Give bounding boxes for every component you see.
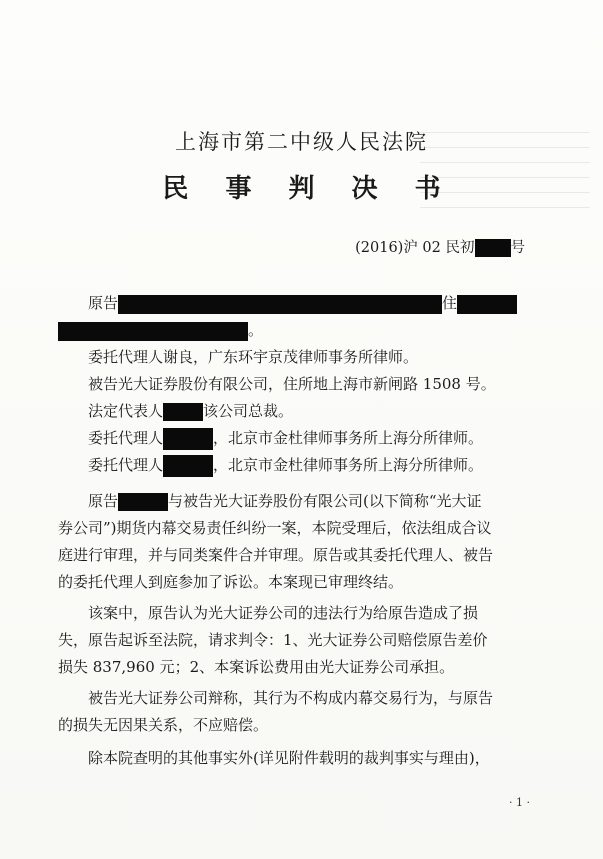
agent-suffix: ，北京市金杜律师事务所上海分所律师。 xyxy=(213,456,484,474)
redaction-box xyxy=(118,493,168,511)
legal-rep-suffix: 该公司总裁。 xyxy=(203,402,294,420)
agent-suffix: ，北京市金杜律师事务所上海分所律师。 xyxy=(213,429,484,447)
plaintiff-end: 。 xyxy=(248,321,264,339)
defendant-line: 被告光大证券股份有限公司，住所地上海市新闸路 1508 号。 xyxy=(88,375,496,393)
legal-rep-prefix: 法定代表人 xyxy=(88,402,164,420)
parties-section xyxy=(58,290,538,479)
case-number-prefix: (2016)沪 02 民初 xyxy=(355,240,475,256)
text-line: 被告光大证券公司辩称，其行为不构成内幕交易行为，与原告 xyxy=(88,689,494,707)
redaction-box xyxy=(457,295,517,314)
defendant-agent-2-line xyxy=(58,452,538,479)
plaintiff-address-line xyxy=(58,317,538,344)
court-name: 上海市第二中级人民法院 xyxy=(175,130,428,154)
text-line: 的委托代理人到庭参加了诉讼。本案现已审理终结。 xyxy=(58,573,404,591)
defense-paragraph xyxy=(58,685,538,739)
redaction-box xyxy=(163,455,213,477)
case-summary-paragraph xyxy=(58,488,538,596)
text-line xyxy=(58,488,538,515)
agent-prefix: 委托代理人 xyxy=(88,456,164,474)
plaintiff-agent-line: 委托代理人谢良，广东环宇京茂律师事务所律师。 xyxy=(88,348,419,366)
defendant-agent-1-line xyxy=(58,425,538,452)
text-line: 券公司”)期货内幕交易责任纠纷一案，本院受理后，依法组成合议 xyxy=(58,519,492,537)
text-line: 失，原告起诉至法院，请求判令：1、光大证券公司赔偿原告差价 xyxy=(58,631,488,649)
plaintiff-label: 原告 xyxy=(88,492,119,510)
redaction-box xyxy=(118,295,442,314)
text-line: 损失 837,960 元；2、本案诉讼费用由光大证券公司承担。 xyxy=(58,658,455,676)
case-number-suffix: 号 xyxy=(510,240,525,256)
redaction-box xyxy=(163,428,213,450)
findings-paragraph xyxy=(58,745,538,772)
case-number xyxy=(355,236,525,257)
page-number: · 1 · xyxy=(509,796,530,809)
document-type-title: 民 事 判 决 书 xyxy=(162,174,455,204)
redaction-box xyxy=(58,322,248,341)
text-line: 的损失无因果关系，不应赔偿。 xyxy=(58,716,269,734)
plaintiff-label: 原告 xyxy=(88,294,119,312)
redaction-box xyxy=(475,239,511,257)
text-span: 与被告光大证券股份有限公司(以下简称“光大证 xyxy=(168,492,482,510)
redaction-box xyxy=(163,403,203,421)
text-line: 庭进行审理，并与同类案件合并审理。原告或其委托代理人、被告 xyxy=(58,546,494,564)
text-line: 该案中，原告认为光大证券公司的违法行为给原告造成了损 xyxy=(88,604,479,622)
legal-rep-line xyxy=(58,398,538,425)
text-line: 除本院查明的其他事实外(详见附件载明的裁判事实与理由)， xyxy=(88,749,490,767)
agent-prefix: 委托代理人 xyxy=(88,429,164,447)
plaintiff-address-label: 住 xyxy=(442,294,458,312)
claims-paragraph xyxy=(58,600,538,681)
plaintiff-line xyxy=(58,290,538,317)
